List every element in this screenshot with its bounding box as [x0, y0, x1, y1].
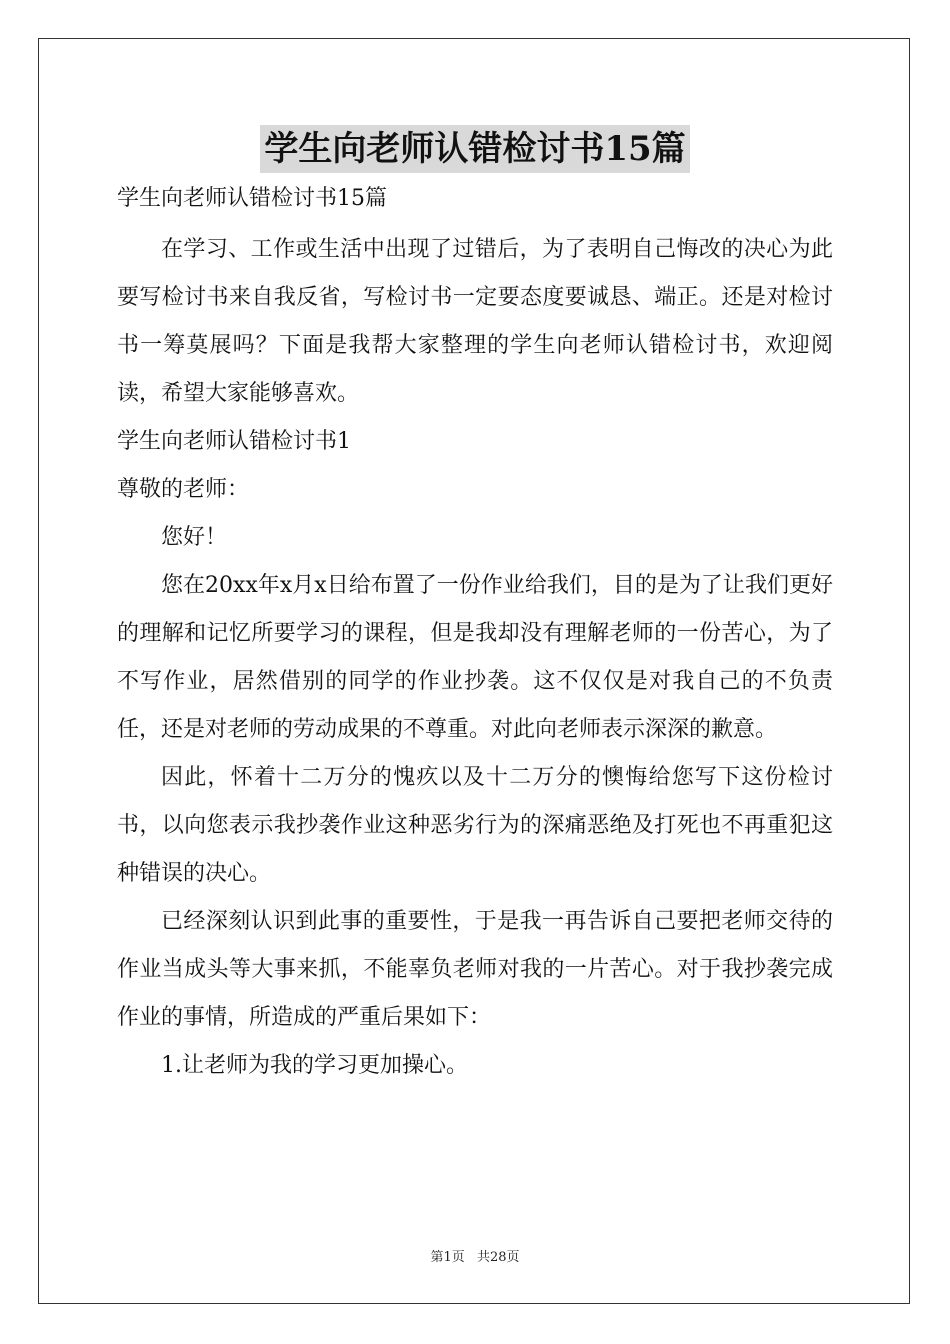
- greeting: 您好！: [161, 525, 228, 550]
- title-container: [0, 125, 950, 173]
- body-paragraph: 已经深刻认识到此事的重要性，于是我一再告诉自己要把老师交待的作业当成头等大事来抓，不能辜负老师对我的一片苦心。对于我抄袭完成作业的事情，所造成的严重后果如下：: [117, 909, 833, 1030]
- list-item: 1.让老师为我的学习更加操心。: [161, 1053, 468, 1078]
- document-body: [117, 175, 833, 1090]
- salutation: 尊敬的老师：: [117, 477, 250, 502]
- total-pages: 共28页: [476, 1250, 520, 1265]
- intro-paragraph: 在学习、工作或生活中出现了过错后，为了表明自己悔改的决心为此要写检讨书来自我反省，写检讨书一定要态度要诚恳、端正。还是对检讨书一筹莫展吗？下面是我帮大家整理的学生向老师认错检讨书，欢迎阅读，希望大家能够喜欢。: [117, 237, 833, 406]
- body-paragraph: 因此，怀着十二万分的愧疚以及十二万分的懊悔给您写下这份检讨书，以向您表示我抄袭作业这种恶劣行为的深痛恶绝及打死也不再重犯这种错误的决心。: [117, 765, 833, 886]
- document-title: 学生向老师认错检讨书15篇: [260, 125, 689, 173]
- body-paragraph: 您在20xx年x月x日给布置了一份作业给我们，目的是为了让我们更好的理解和记忆所要学习的课程，但是我却没有理解老师的一份苦心，为了不写作业，居然借别的同学的作业抄袭。这不仅仅是对我自己的不负责任，还是对老师的劳动成果的不尊重。对此向老师表示深深的歉意。: [117, 573, 833, 742]
- page-number: 第1页: [430, 1250, 465, 1265]
- page-footer: [0, 1246, 950, 1265]
- subtitle-line: 学生向老师认错检讨书15篇: [117, 186, 387, 211]
- section-heading: 学生向老师认错检讨书1: [117, 429, 351, 454]
